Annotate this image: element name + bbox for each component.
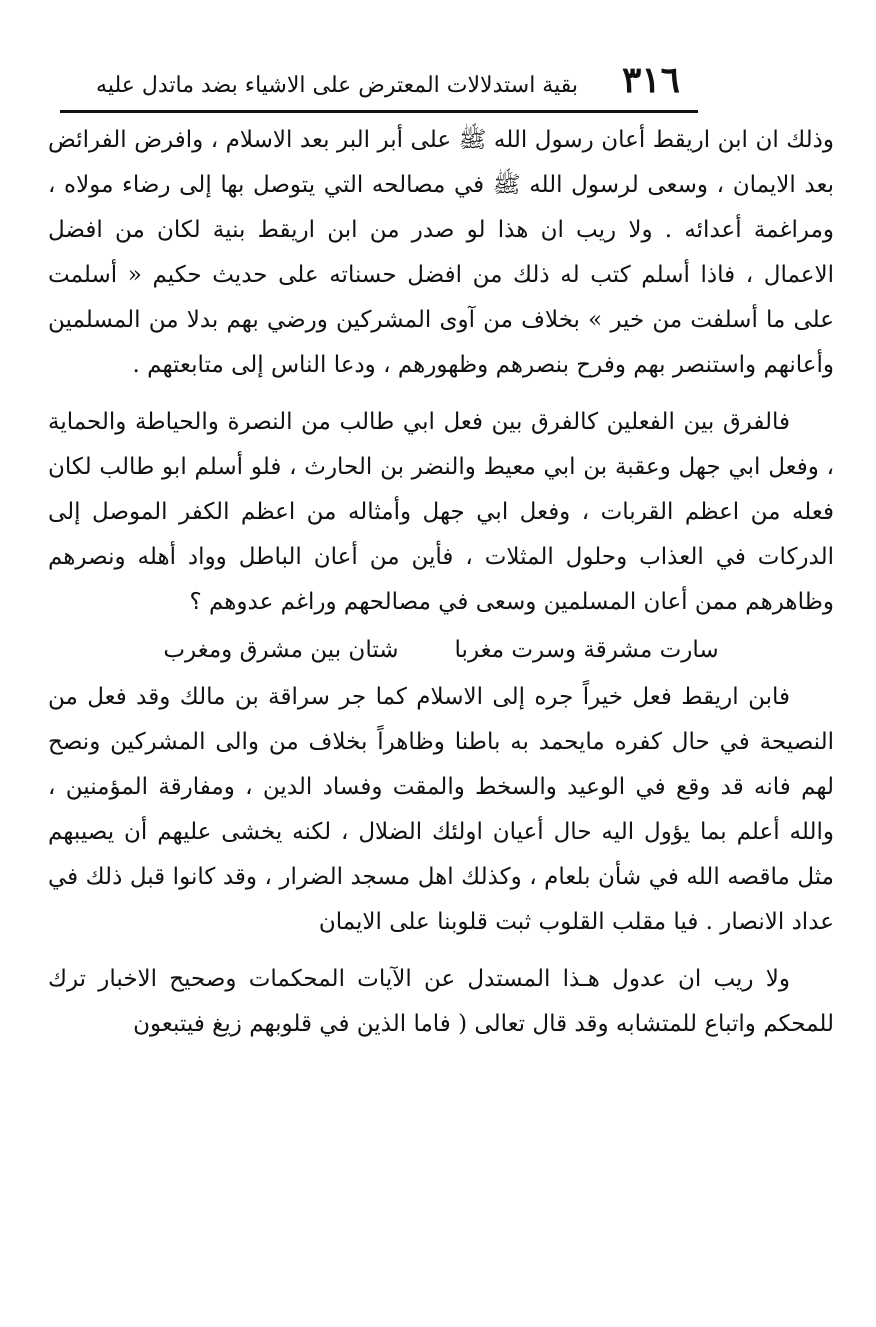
verse-first-hemistich: سارت مشرقة وسرت مغربا <box>454 637 719 663</box>
paragraph-1: وذلك ان ابن اريقط أعان رسول الله ﷺ على أبر البر بعد الاسلام ، وافرض الفرائض بعد الايمان ، وسعى لرسول الله ﷺ في مصالحه التي يتوصل بها إلى رضاء مولاه ، ومراغمة أعدائه . ولا ريب ان هذا لو صدر من ابن اريقط بنية لكان من افضل الاعمال ، فاذا أسلم كتب له ذلك من افضل حسناته على حديث حكيم « أسلمت على ما أسلفت من خير » بخلاف من آوى المشركين ورضي بهم بدلا من المسلمين وأعانهم واستنصر بهم وفرح بنصرهم وظهورهم ، ودعا الناس إلى متابعتهم . <box>48 127 834 378</box>
paragraph-gap <box>48 388 834 400</box>
page-header <box>70 58 690 108</box>
paragraph-gap <box>48 945 834 957</box>
paragraph-3: فابن اريقط فعل خيراً جره إلى الاسلام كما جر سراقة بن مالك وقد فعل من النصيحة في حال كفره مايحمد به باطنا وظاهراً بخلاف من والى المشركين ونصح لهم فانه قد وقع في الوعيد والسخط والمقت وفساد الدين ، ومفارقة المؤمنين ، والله أعلم بما يؤول اليه حال أعيان اولئك الضلال ، لكنه يخشى عليهم أن يصيبهم مثل ماقصه الله في شأن بلعام ، وكذلك اهل مسجد الضرار ، وقد كانوا قبل ذلك في عداد الانصار . فيا مقلب القلوب ثبت قلوبنا على الايمان <box>48 684 834 935</box>
verse-second-hemistich: شتان بين مشرق ومغرب <box>163 637 399 663</box>
paragraph-4: ولا ريب ان عدول هـذا المستدل عن الآيات المحكمات وصحيح الاخبار ترك للمحكم واتباع للمتشابه وقد قال تعالى ( فاما الذين في قلوبهم زيغ فيتبعون <box>48 966 834 1037</box>
header-rule <box>60 110 698 113</box>
running-title: بقية استدلالات المعترض على الاشياء بضد ماتدل عليه <box>96 73 578 98</box>
page-body <box>48 118 834 1298</box>
paragraph-2: فالفرق بين الفعلين كالفرق بين فعل ابي طالب من النصرة والحياطة والحماية ، وفعل ابي جهل وعقبة بن ابي معيط والنضر بن الحارث ، فلو أسلم ابو طالب لكان فعله من اعظم القربات ، وفعل ابي جهل وأمثاله من اعظم الكفر الموصل إلى الدركات في العذاب وحلول المثلات ، فأين من أعان الباطل وواد أهله ونصرهم وظاهرهم ممن أعان المسلمين وسعى في مصالحهم وراغم عدوهم ؟ <box>48 409 834 615</box>
poetry-verse <box>48 625 834 675</box>
page-number: ٣١٦ <box>621 59 680 101</box>
